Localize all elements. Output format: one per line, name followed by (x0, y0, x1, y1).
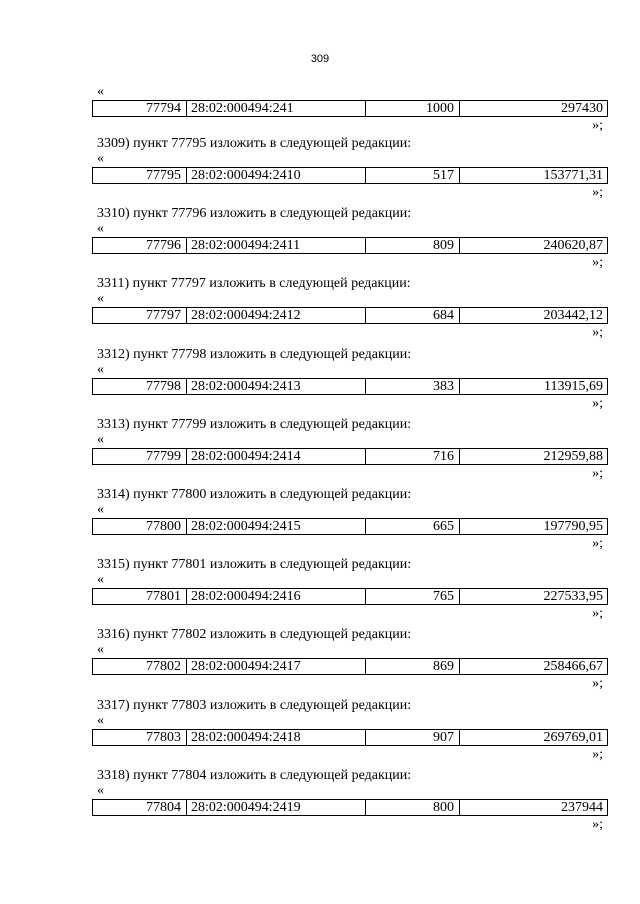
first-block (0, 69, 640, 139)
area-value: 1000 (366, 101, 460, 116)
amendment-block (0, 417, 640, 487)
instruction-text: 3313) пункт 77799 изложить в следующей редакции: (97, 416, 412, 432)
amendment-block (0, 557, 640, 627)
table-row (92, 167, 608, 184)
row-number: 77803 (93, 730, 187, 745)
open-quote: « (97, 572, 104, 588)
table-row (92, 588, 608, 605)
close-quote: »; (592, 536, 603, 551)
table-row (92, 518, 608, 535)
close-quote: »; (592, 325, 603, 341)
close-quote: »; (592, 746, 603, 762)
cadastral-number: 28:02:000494:2419 (187, 800, 366, 815)
close-quote: »; (592, 185, 603, 200)
area-value: 665 (366, 519, 460, 534)
close-quote: »; (592, 816, 603, 832)
open-quote: « (97, 84, 104, 99)
amendment-block (0, 276, 640, 346)
area-value: 716 (366, 449, 460, 464)
table-row (92, 799, 608, 816)
area-value: 684 (366, 308, 460, 323)
table-row (92, 100, 608, 117)
cost-value: 212959,88 (543, 448, 603, 464)
open-quote: « (97, 502, 104, 517)
close-quote: »; (592, 606, 603, 622)
open-quote: « (97, 291, 104, 307)
cost-value: 297430 (561, 101, 603, 116)
amendment-block (0, 136, 640, 206)
area-value: 800 (366, 800, 460, 815)
row-number: 77795 (93, 168, 187, 183)
row-number: 77798 (93, 379, 187, 394)
cadastral-number: 28:02:000494:2414 (187, 449, 366, 464)
table-row (92, 658, 608, 675)
row-number: 77801 (93, 589, 187, 604)
area-value: 765 (366, 589, 460, 604)
table-row (92, 307, 608, 324)
area-value: 907 (366, 730, 460, 745)
cadastral-number: 28:02:000494:2410 (187, 168, 366, 183)
table-row (92, 448, 608, 465)
amendment-block (0, 627, 640, 697)
open-quote: « (97, 782, 104, 798)
close-quote: »; (592, 395, 603, 411)
open-quote: « (97, 642, 104, 658)
row-number: 77802 (93, 659, 187, 674)
row-number: 77804 (93, 800, 187, 815)
instruction-text: 3318) пункт 77804 изложить в следующей редакции: (97, 767, 412, 783)
cadastral-number: 28:02:000494:241 (187, 101, 366, 116)
row-number: 77796 (93, 238, 187, 253)
page-number: 309 (310, 53, 330, 65)
instruction-text: 3311) пункт 77797 изложить в следующей редакции: (97, 276, 411, 292)
instruction-text: 3317) пункт 77803 изложить в следующей редакции: (97, 697, 412, 713)
cadastral-number: 28:02:000494:2416 (187, 589, 366, 604)
row-number: 77797 (93, 308, 187, 323)
table-row (92, 729, 608, 746)
instruction-text: 3316) пункт 77802 изложить в следующей редакции: (97, 627, 412, 643)
cadastral-number: 28:02:000494:2411 (187, 238, 366, 253)
close-quote: »; (592, 676, 603, 692)
cadastral-number: 28:02:000494:2412 (187, 308, 366, 323)
open-quote: « (97, 361, 104, 377)
cost-value: 197790,95 (543, 519, 603, 534)
cost-value: 237944 (561, 799, 603, 815)
amendment-block (0, 206, 640, 276)
open-quote: « (97, 221, 104, 237)
amendment-block (0, 768, 640, 838)
table-row (92, 378, 608, 395)
area-value: 383 (366, 379, 460, 394)
open-quote: « (97, 151, 104, 166)
cadastral-number: 28:02:000494:2418 (187, 730, 366, 745)
area-value: 517 (366, 168, 460, 183)
cost-value: 203442,12 (543, 308, 603, 324)
open-quote: « (97, 712, 104, 728)
instruction-text: 3310) пункт 77796 изложить в следующей редакции: (97, 206, 412, 222)
cost-value: 227533,95 (543, 589, 603, 605)
cost-value: 269769,01 (543, 729, 603, 745)
cost-value: 153771,31 (543, 168, 603, 183)
row-number: 77800 (93, 519, 187, 534)
instruction-text: 3314) пункт 77800 изложить в следующей редакции: (97, 487, 412, 502)
cadastral-number: 28:02:000494:2415 (187, 519, 366, 534)
instruction-text: 3309) пункт 77795 изложить в следующей редакции: (97, 136, 412, 151)
cost-value: 258466,67 (543, 659, 603, 675)
close-quote: »; (592, 118, 603, 133)
close-quote: »; (592, 255, 603, 271)
open-quote: « (97, 431, 104, 447)
area-value: 869 (366, 659, 460, 674)
instruction-text: 3312) пункт 77798 изложить в следующей редакции: (97, 346, 412, 362)
amendment-block (0, 347, 640, 417)
cadastral-number: 28:02:000494:2413 (187, 379, 366, 394)
row-number: 77794 (93, 101, 187, 116)
close-quote: »; (592, 465, 603, 481)
cost-value: 240620,87 (543, 238, 603, 254)
cost-value: 113915,69 (544, 378, 603, 394)
row-number: 77799 (93, 449, 187, 464)
amendment-block (0, 487, 640, 557)
cadastral-number: 28:02:000494:2417 (187, 659, 366, 674)
area-value: 809 (366, 238, 460, 253)
instruction-text: 3315) пункт 77801 изложить в следующей редакции: (97, 557, 412, 573)
amendment-block (0, 698, 640, 768)
table-row (92, 237, 608, 254)
